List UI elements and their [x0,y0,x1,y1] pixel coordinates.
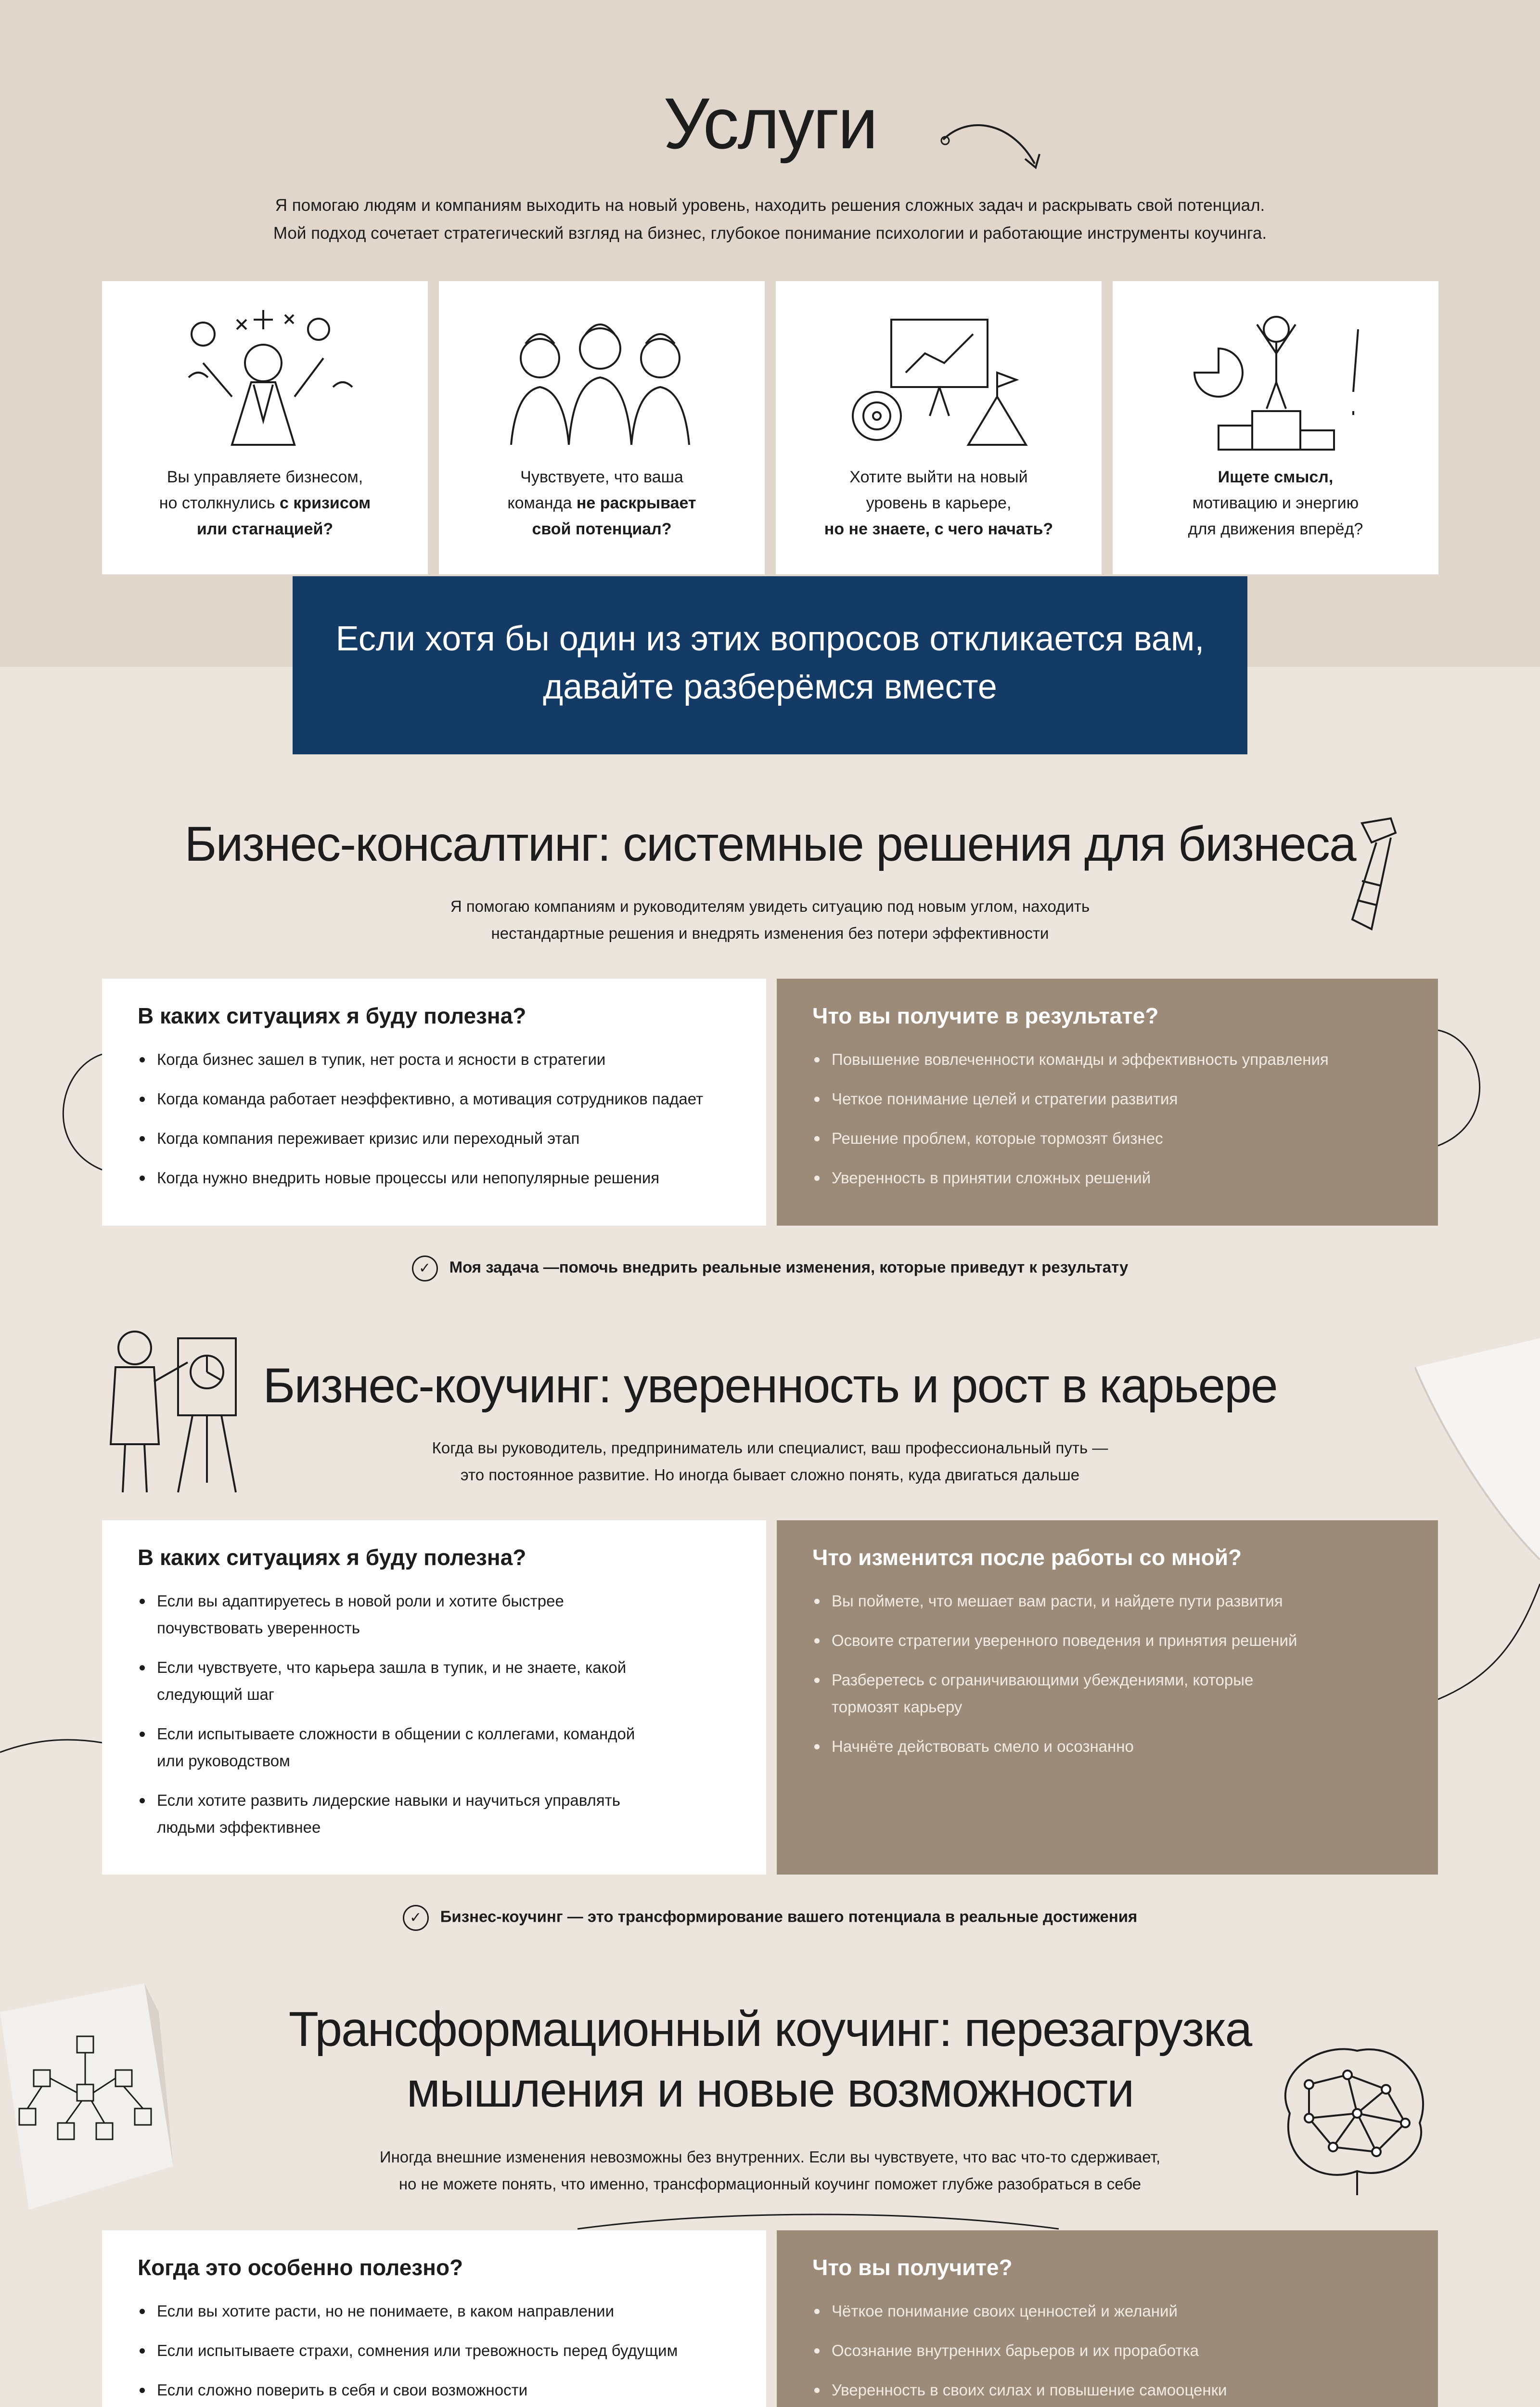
question-emphasis: свой потенциал? [532,520,672,538]
question-text [458,464,745,542]
list-item: Когда команда работает неэффективно, а мотивация сотрудников падает [138,1086,730,1113]
question-line: Вы управляете бизнесом, [167,468,363,486]
list-item: Если чувствуете, что карьера зашла в тупик, и не знаете, какой следующий шаг [138,1654,730,1708]
panel-heading: Что вы получите в результате? [812,1003,1159,1028]
transform-when-list [138,2298,730,2407]
consulting-situations-list [138,1046,730,1204]
coaching-title: Бизнес-коучинг: уверенность и рост в карьере [263,1358,1277,1413]
list-item: Освоите стратегии уверенного поведения и принятия решений [812,1627,1404,1654]
question-line-part: но столкнулись [159,494,280,512]
question-card-meaning [1113,281,1438,574]
services-subtitle [144,192,1396,247]
panel-heading: Когда это особенно полезно? [138,2255,463,2280]
consulting-situations-panel [102,979,766,1226]
list-item: Повышение вовлеченности команды и эффективность управления [812,1046,1404,1073]
list-item: Когда нужно внедрить новые процессы или непопулярные решения [138,1165,730,1191]
question-text [795,464,1082,542]
list-item: Начнёте действовать смело и осознанно [812,1733,1404,1760]
decorative-curve [1438,1579,1540,1704]
consulting-results-list [812,1046,1404,1204]
decorative-curve [0,1714,102,1772]
presentation-target-icon [834,300,1044,459]
consulting-title: Бизнес-консалтинг: системные решения для бизнеса [184,816,1356,871]
list-item: Четкое понимание целей и стратегии развития [812,1086,1404,1113]
consulting-subtitle [241,893,1299,947]
transform-subtitle-line: но не можете понять, что именно, трансформационный коучинг поможет глубже разобраться в себе [398,2175,1142,2193]
question-line-part: команда [507,494,577,512]
list-item: Уверенность в принятии сложных решений [812,1165,1404,1191]
list-item: Разберетесь с ограничивающими убеждениями, которые тормозят карьеру [812,1667,1404,1721]
question-text [1132,464,1419,542]
question-emphasis: Ищете смысл, [1218,468,1334,486]
consulting-subtitle-line: нестандартные решения и внедрять изменения без потери эффективности [491,924,1049,942]
list-item: Решение проблем, которые тормозят бизнес [812,1125,1404,1152]
consulting-subtitle-line: Я помогаю компаниям и руководителям увидеть ситуацию под новым углом, находить [450,897,1090,915]
question-line: Чувствуете, что ваша [520,468,683,486]
question-line: мотивацию и энергию [1192,494,1359,512]
consulting-note [0,1255,1540,1281]
transform-title-line: мышления и новые возможности [406,2062,1134,2117]
question-text [121,464,409,542]
coaching-subtitle-line: это постоянное развитие. Но иногда бывает сложно понять, куда двигаться дальше [460,1466,1080,1484]
transform-results-list [812,2298,1404,2407]
stressed-person-icon [160,300,370,459]
coaching-changes-panel [777,1520,1438,1875]
list-item: Чёткое понимание своих ценностей и желаний [812,2298,1404,2325]
check-icon: ✓ [412,1255,438,1281]
team-people-icon [497,300,707,459]
note-text: Бизнес-коучинг — это трансформирование вашего потенциала в реальные достижения [440,1907,1138,1926]
services-subtitle-line: Я помогаю людям и компаниям выходить на новый уровень, находить решения сложных задач и раскрывать свой потенциал. [275,196,1265,215]
transform-subtitle-line: Иногда внешние изменения невозможны без внутренних. Если вы чувствуете, что вас что-то сдерживает, [379,2148,1161,2166]
question-emphasis: не раскрывает [576,494,696,512]
question-line: уровень в карьере, [866,494,1012,512]
cta-line: Если хотя бы один из этих вопросов откликается вам, [335,620,1205,658]
decorative-curve [578,2205,1059,2234]
note-text: Моя задача —помочь внедрить реальные изменения, которые приведут к результату [449,1258,1129,1276]
panel-heading: В каких ситуациях я буду полезна? [138,1003,526,1028]
check-icon: ✓ [403,1905,429,1931]
coaching-subtitle-line: Когда вы руководитель, предприниматель или специалист, ваш профессиональный путь — [432,1439,1108,1457]
transform-subtitle [241,2144,1299,2198]
decorative-curve [1438,1025,1496,1151]
question-line [121,490,409,516]
panel-heading: Что изменится после работы со мной? [812,1545,1242,1570]
panel-heading: Что вы получите? [812,2255,1013,2280]
list-item: Если вы хотите расти, но не понимаете, в каком направлении [138,2298,730,2325]
coaching-subtitle [241,1435,1299,1488]
transform-results-panel [777,2230,1438,2407]
question-emphasis: но не знаете, с чего начать? [824,520,1053,538]
list-item: Уверенность в своих силах и повышение самооценки [812,2377,1404,2404]
necktie-icon [1343,809,1429,934]
list-item: Если сложно поверить в себя и свои возможности [138,2377,730,2404]
decorative-curve [48,1049,106,1175]
curved-arrow-icon [938,111,1054,188]
question-card-team [439,281,765,574]
question-line: для движения вперёд? [1188,520,1363,538]
question-emphasis: или стагнацией? [196,520,334,538]
list-item: Если вы адаптируетесь в новой роли и хотите быстрее почувствовать уверенность [138,1588,730,1642]
question-line: Хотите выйти на новый [849,468,1028,486]
list-item: Вы поймете, что мешает вам расти, и найдете пути развития [812,1588,1404,1615]
list-item: Если испытываете сложности в общении с коллегами, командой или руководством [138,1721,730,1774]
services-subtitle-line: Мой подход сочетает стратегический взгляд на бизнес, глубокое понимание психологии и работающие инструменты коучинга. [273,224,1267,243]
question-card-crisis [102,281,428,574]
call-to-action-banner [293,576,1247,754]
cta-line: давайте разберёмся вместе [543,668,997,706]
coaching-changes-list [812,1588,1404,1773]
coaching-situations-panel [102,1520,766,1875]
list-item: Когда бизнес зашел в тупик, нет роста и ясности в стратегии [138,1046,730,1073]
question-emphasis: с кризисом [279,494,371,512]
transform-when-panel [102,2230,766,2407]
list-item: Если хотите развить лидерские навыки и научиться управлять людьми эффективнее [138,1787,730,1841]
winner-podium-icon [1170,300,1381,459]
question-card-career [776,281,1102,574]
services-title: Услуги [663,83,877,164]
question-line [458,490,745,516]
consulting-results-panel [777,979,1438,1226]
panel-heading: В каких ситуациях я буду полезна? [138,1545,526,1570]
list-item: Когда компания переживает кризис или переходный этап [138,1125,730,1152]
coaching-note [0,1905,1540,1931]
list-item: Осознание внутренних барьеров и их проработка [812,2337,1404,2364]
transform-title-line: Трансформационный коучинг: перезагрузка [288,2002,1252,2057]
list-item: Если испытываете страхи, сомнения или тревожность перед будущим [138,2337,730,2364]
coaching-situations-list [138,1588,730,1853]
